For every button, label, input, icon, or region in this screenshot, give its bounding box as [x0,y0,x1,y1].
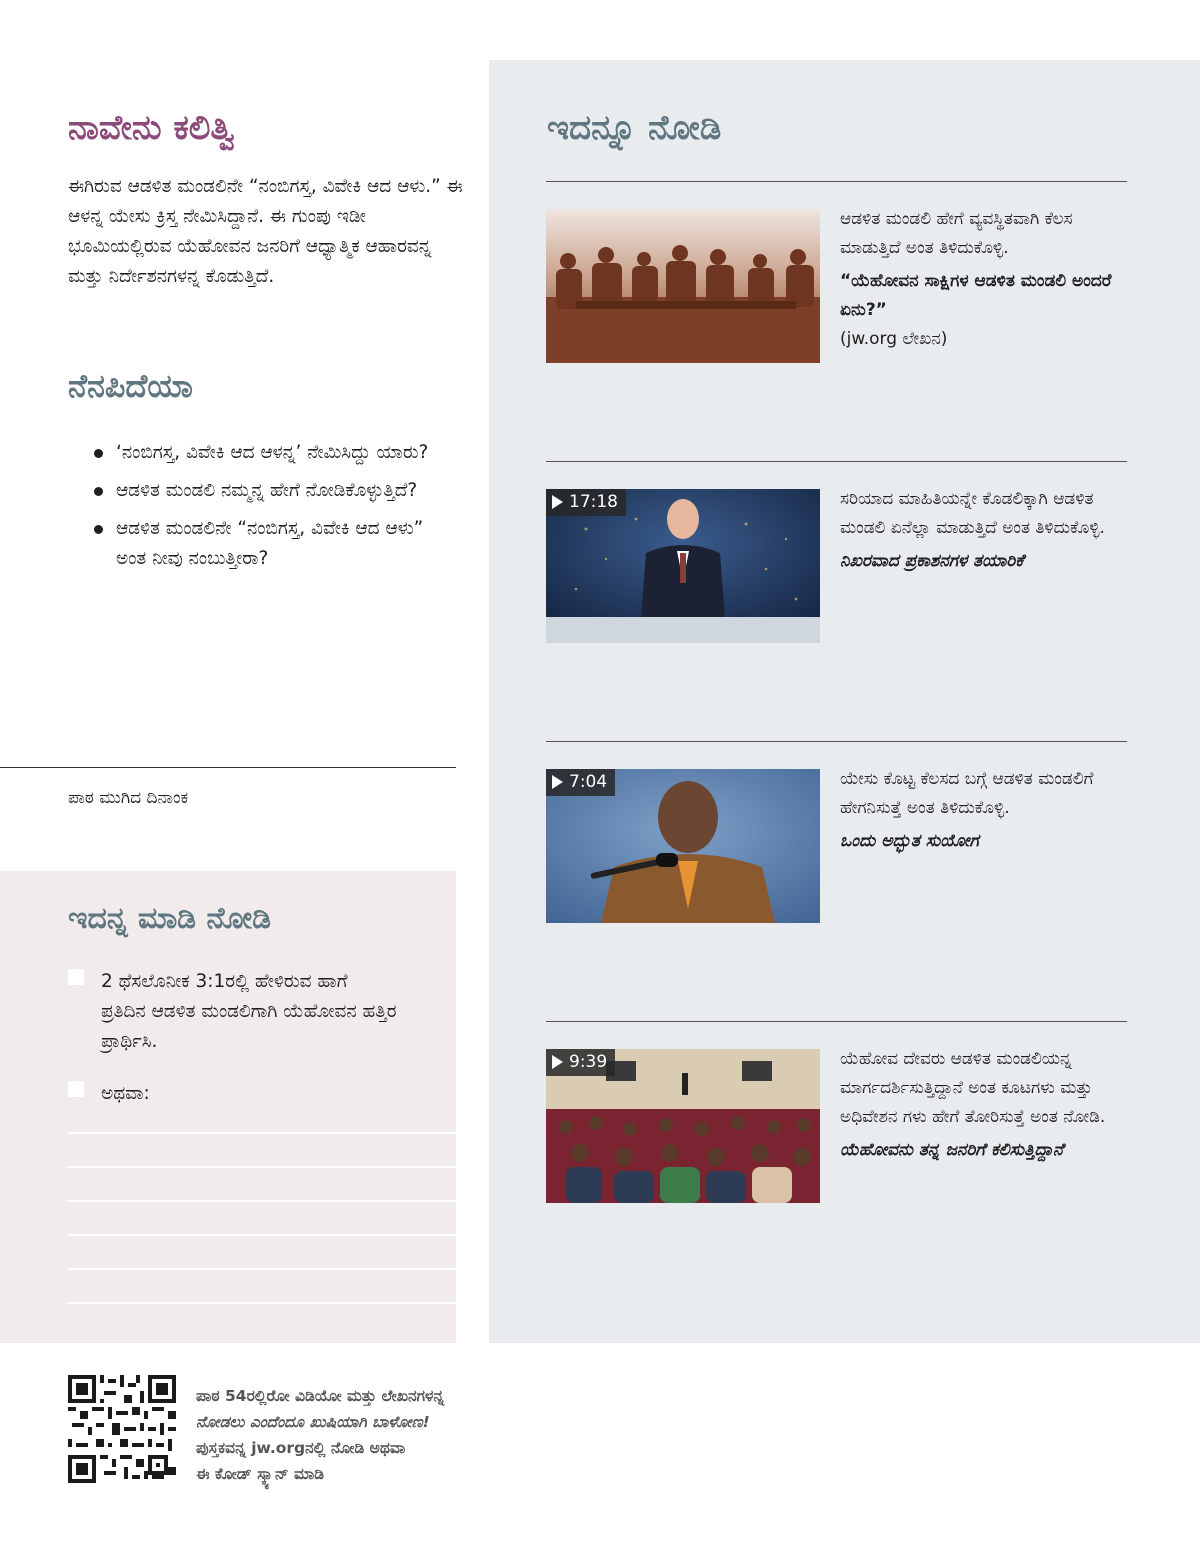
try-title: ಇದನ್ನ ಮಾಡಿ ನೋಡಿ [68,901,272,936]
video-entry [840,765,1130,856]
qr-code-icon[interactable] [68,1375,176,1483]
footer-text [196,1383,556,1487]
video-link[interactable]: ಯೆಹೋವನು ತನ್ನ ಜನರಿಗೆ ಕಲಿಸುತ್ತಿದ್ದಾನೆ [840,1140,1064,1160]
see-also-title: ಇದನ್ನೂ ನೋಡಿ [547,108,722,148]
write-line[interactable] [68,1302,456,1304]
video-duration: 17:18 [546,489,626,516]
divider [546,1021,1127,1022]
learned-summary: ಈಗಿರುವ ಆಡಳಿತ ಮಂಡಲಿನೇ “ನಂಬಿಗಸ್ತ, ವಿವೇಕಿ ಆದ ಆಳು.” ಈ ಆಳನ್ನ ಯೇಸು ಕ್ರಿಸ್ತ ನೇಮಿಸಿದ್ದಾನೆ. ಈ ಗುಂಪು ಇಡೀ ಭೂಮಿಯಲ್ಲಿರುವ ಯೆಹೋವನ ಜನರಿಗೆ ಆಧ್ಯಾತ್ಮಿಕ ಆಹಾರವನ್ನ ಮತ್ತು ನಿರ್ದೇಶನಗಳನ್ನ ಕೊಡುತ್ತಿದೆ. [68,176,463,287]
see-also-panel [489,60,1200,1343]
learned-title: ನಾವೇನು ಕಲಿತ್ವಿ [68,108,235,148]
article-link[interactable]: “ಯೆಹೋವನ ಸಾಕ್ಷಿಗಳ ಆಡಳಿತ ಮಂಡಲಿ ಅಂದರೆ ಏನು?” [840,271,1112,320]
date-divider [0,767,456,768]
try-item-other [68,1079,398,1109]
footer-line: ಪುಸ್ತಕವನ್ನ jw.orgನಲ್ಲಿ ನೋಡಿ ಅಥವಾ [196,1439,406,1457]
video-thumbnail[interactable] [546,769,820,923]
play-icon [552,495,563,509]
list-item: ಆಡಳಿತ ಮಂಡಲಿನೇ “ನಂಬಿಗಸ್ತ, ವಿವೇಕಿ ಆದ ಆಳು” ಅಂತ ನೀವು ನಂಬುತ್ತೀರಾ? [90,514,450,574]
footer-line: ಪಾಠ 54ರಲ್ಲಿರೋ ವಿಡಿಯೋ ಮತ್ತು ಲೇಖನಗಳನ್ನ [196,1387,445,1405]
video-link[interactable]: ಒಂದು ಅದ್ಭುತ ಸುಯೋಗ [840,831,979,851]
play-icon [552,775,563,789]
divider [546,461,1127,462]
remember-list [90,438,450,582]
entry-description: ಯೇಸು ಕೊಟ್ಟ ಕೆಲಸದ ಬಗ್ಗೆ ಆಡಳಿತ ಮಂಡಲಿಗೆ ಹೇಗನಿಸುತ್ತೆ ಅಂತ ತಿಳಿದುಕೊಳ್ಳಿ. [840,769,1094,818]
write-line[interactable] [68,1268,456,1270]
video-duration: 7:04 [546,769,615,796]
video-entry [840,1045,1130,1165]
checkbox[interactable] [68,969,84,985]
write-line[interactable] [68,1166,456,1168]
write-line[interactable] [68,1200,456,1202]
governing-body-meeting-image [546,209,820,363]
video-thumbnail[interactable] [546,489,820,643]
footer-line: ಈ ಕೋಡ್ ಸ್ಕ್ಯಾನ್ ಮಾಡಿ [196,1465,325,1483]
video-entry [840,485,1130,576]
list-item: ‘ನಂಬಿಗಸ್ತ, ವಿವೇಕಿ ಆದ ಆಳನ್ನ’ ನೇಮಿಸಿದ್ದು ಯಾರು? [90,438,450,468]
write-line[interactable] [68,1234,456,1236]
write-line[interactable] [68,1132,456,1134]
video-duration: 9:39 [546,1049,615,1076]
remember-title: ನೆನಪಿದೆಯಾ [68,367,193,405]
entry-description: ಯೆಹೋವ ದೇವರು ಆಡಳಿತ ಮಂಡಲಿಯನ್ನ ಮಾರ್ಗದರ್ಶಿಸುತ್ತಿದ್ದಾನೆ ಅಂತ ಕೂಟಗಳು ಮತ್ತು ಅಧಿವೇಶನ ಗಳು ಹೇಗೆ ತೋರಿಸುತ್ತೆ ಅಂತ ನೋಡಿ. [840,1049,1106,1127]
divider [546,741,1127,742]
entry-description: ಸರಿಯಾದ ಮಾಹಿತಿಯನ್ನೇ ಕೊಡಲಿಕ್ಕಾಗಿ ಆಡಳಿತ ಮಂಡಲಿ ಏನೆಲ್ಲಾ ಮಾಡುತ್ತಿದೆ ಅಂತ ತಿಳಿದುಕೊಳ್ಳಿ. [840,489,1105,538]
try-item-prayer [68,967,398,1057]
article-entry [840,205,1130,354]
list-item: ಆಡಳಿತ ಮಂಡಲಿ ನಮ್ಮನ್ನ ಹೇಗೆ ನೋಡಿಕೊಳ್ಳುತ್ತಿದೆ? [90,476,450,506]
checkbox[interactable] [68,1081,84,1097]
video-thumbnail[interactable] [546,1049,820,1203]
play-icon [552,1055,563,1069]
try-panel [0,871,456,1343]
try-item-label: ಅಥವಾ: [101,1083,150,1104]
video-link[interactable]: ನಿಖರವಾದ ಪ್ರಕಾಶನಗಳ ತಯಾರಿಕೆ [840,551,1024,571]
entry-source-note: (jw.org ಲೇಖನ) [840,329,948,349]
article-thumbnail[interactable] [546,209,820,363]
completion-date-label: ಪಾಠ ಮುಗಿದ ದಿನಾಂಕ [68,788,189,808]
try-item-label: 2 ಥೆಸಲೊನೀಕ 3:1ರಲ್ಲಿ ಹೇಳಿರುವ ಹಾಗೆ ಪ್ರತಿದಿನ ಆಡಳಿತ ಮಂಡಲಿಗಾಗಿ ಯೆಹೋವನ ಹತ್ತಿರ ಪ್ರಾರ್ಥಿಸಿ. [101,971,397,1052]
entry-description: ಆಡಳಿತ ಮಂಡಲಿ ಹೇಗೆ ವ್ಯವಸ್ಥಿತವಾಗಿ ಕೆಲಸ ಮಾಡುತ್ತಿದೆ ಅಂತ ತಿಳಿದುಕೊಳ್ಳಿ. [840,209,1073,258]
book-title: ನೋಡಲು ಎಂದೆಂದೂ ಖುಷಿಯಾಗಿ ಬಾಳೋಣ! [196,1413,430,1431]
divider [546,181,1127,182]
footer [0,1343,1200,1543]
